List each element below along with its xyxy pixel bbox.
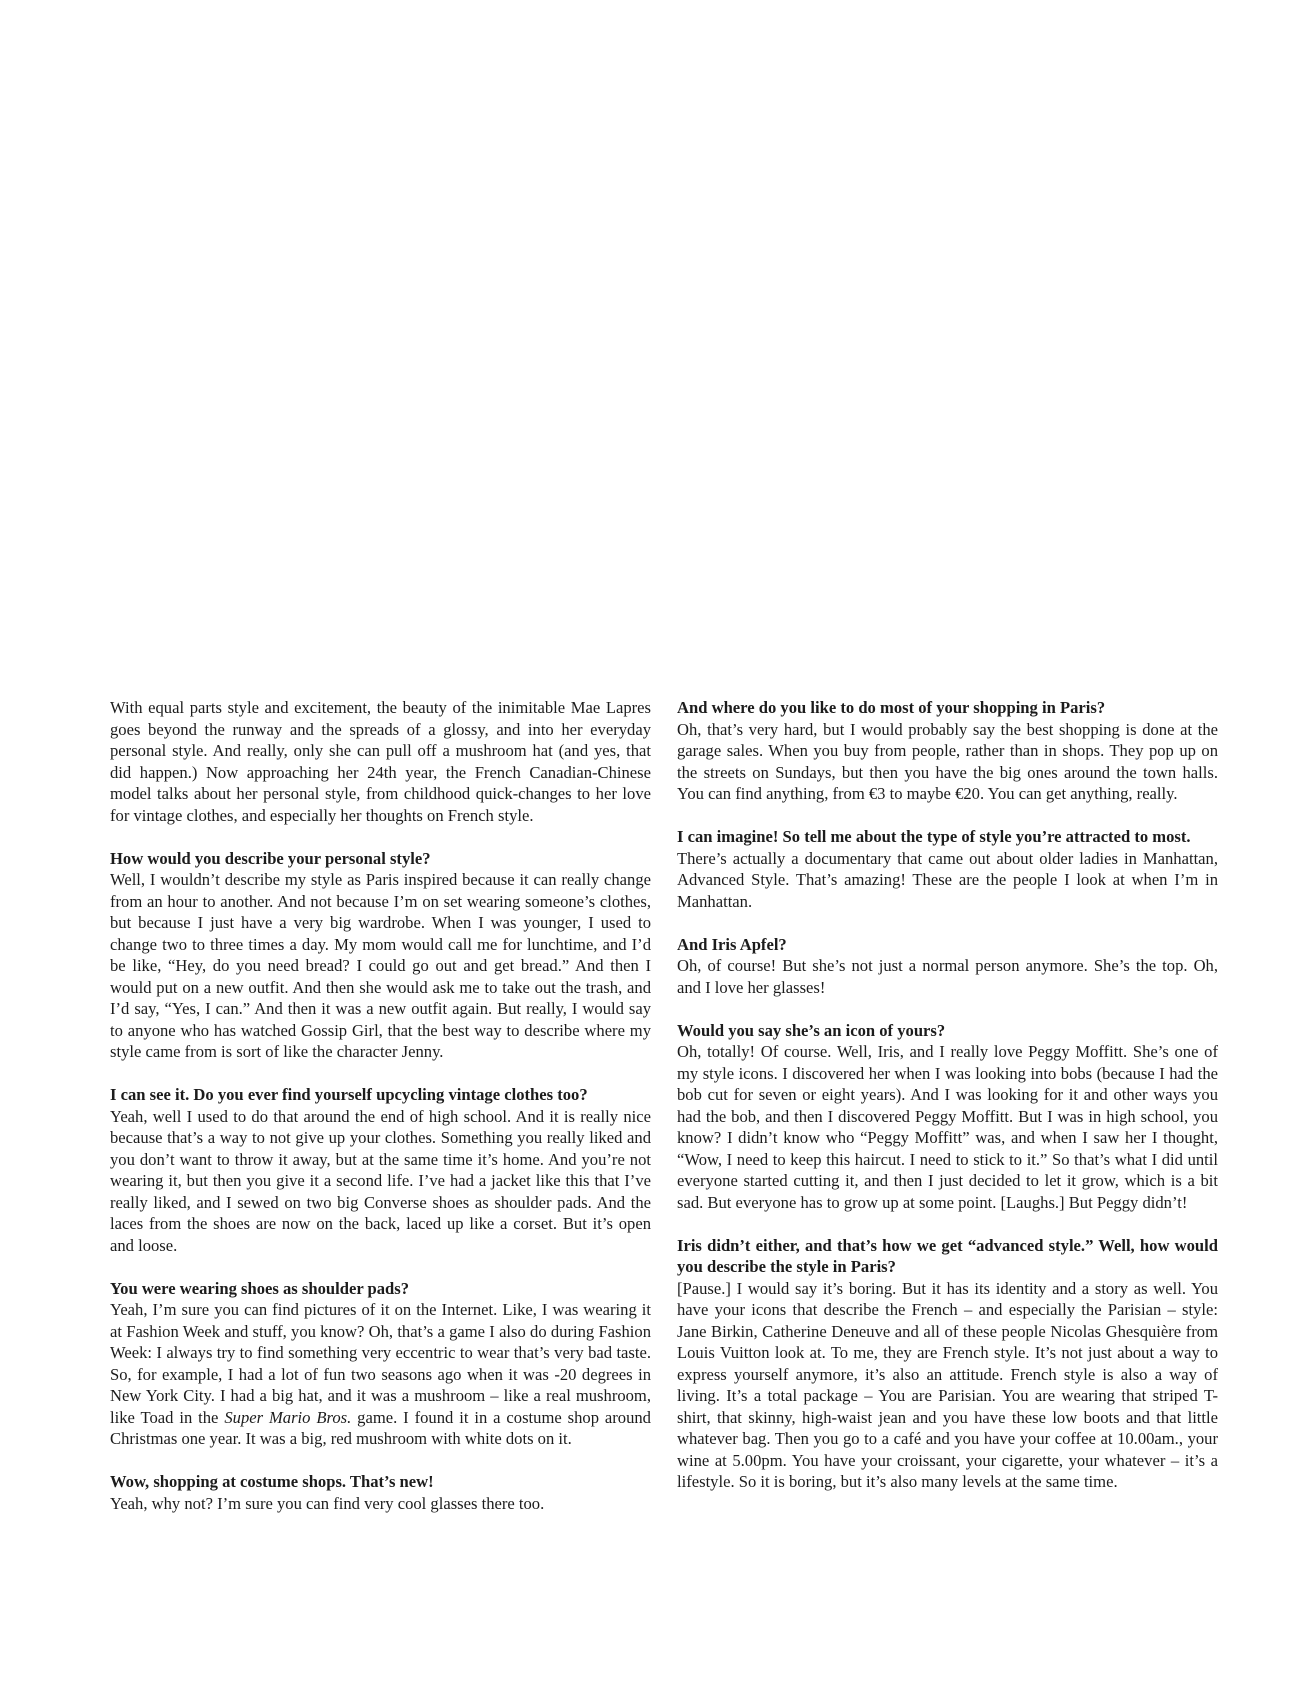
question: Would you say she’s an icon of yours?	[677, 1020, 946, 1040]
answer: There’s actually a documentary that came out about older ladies in Manhattan, Advanced Style. That’s amazing! These are the people I look at when I’m in Manhattan.	[677, 848, 1218, 911]
qa-block	[677, 826, 1218, 912]
answer: Oh, of course! But she’s not just a normal person anymore. She’s the top. Oh, and I love her glasses!	[677, 956, 1218, 997]
qa-block	[677, 1235, 1218, 1493]
answer: Oh, totally! Of course. Well, Iris, and I really love Peggy Moffitt. She’s one of my style icons. I discovered her when I was looking into bobs (because I had the bob cut for seven or eight years). And I was looking for it and other ways you had the bob, and then I discovered Peggy Moffitt. But I was in high school, you know? I didn’t know who “Peggy Moffitt” was, and when I saw her I thought, “Wow, I need to keep this haircut. I need to stick to it.” So that’s what I did until everyone started cutting it, and then I just decided to let it grow, which is a bit sad. But everyone has to grow up at some point. [Laughs.] But Peggy didn’t!	[677, 1042, 1218, 1212]
qa-block	[110, 1084, 651, 1256]
question: I can imagine! So tell me about the type of style you’re attracted to most.	[677, 827, 1191, 846]
answer: [Pause.] I would say it’s boring. But it has its identity and a story as well. You have your icons that describe the French – and especially the Parisian – style: Jane Birkin, Catherine Deneuve and all of these people Nicolas Ghesquière from Louis Vuitton look at. To me, they are French style. It’s not just about a way to express yourself anymore, it’s also an attitude. French style is also a way of living. It’s a total package – You are Parisian. You are wearing that striped T-shirt, that skinny, high-waist jean and you have these low boots and that little whatever bag. Then you go to a café and you have your coffee at 10.00am., your wine at 5.00pm. You have your croissant, your cigarette, your whatever – it’s a lifestyle. So it is boring, but it’s also many levels at the same time.	[677, 1278, 1218, 1491]
qa-block	[677, 1020, 1218, 1214]
qa-block	[677, 697, 1218, 805]
answer: Yeah, well I used to do that around the end of high school. And it is really nice because that’s a way to not give up your clothes. Something you really liked and you don’t want to throw it away, but at the same time it’s home. And you’re not wearing it, but then you give it a second life. I’ve had a jacket like this that I’ve really liked, and I sewed on two big Converse shoes as shoulder pads. And the laces from the shoes are now on the back, laced up like a corset. But it’s open and loose.	[110, 1106, 651, 1255]
question: You were wearing shoes as shoulder pads?	[110, 1278, 410, 1298]
answer: Yeah, why not? I’m sure you can find very cool glasses there too.	[110, 1493, 545, 1513]
qa-block	[110, 1278, 651, 1450]
question: Iris didn’t either, and that’s how we get “advanced style.” Well, how would you describe the style in Paris?	[677, 1235, 1218, 1276]
answer: Oh, that’s very hard, but I would probably say the best shopping is done at the garage sales. When you buy from people, rather than in shops. They pop up on the streets on Sundays, but then you have the big ones around the town halls. You can find anything, from €3 to maybe €20. You can get anything, really.	[677, 719, 1218, 803]
qa-block	[677, 934, 1218, 999]
answer-text: game. I found it in a costume shop around Christmas one year. It was a big, red mushroom with white dots on it.	[110, 1407, 651, 1448]
qa-block	[110, 1471, 651, 1514]
question: And where do you like to do most of your shopping in Paris?	[677, 698, 1106, 717]
right-column	[677, 697, 1218, 1657]
left-column	[110, 697, 651, 1657]
game-title: Super Mario Bros.	[224, 1407, 352, 1427]
question: Wow, shopping at costume shops. That’s new!	[110, 1472, 434, 1491]
question: How would you describe your personal style?	[110, 848, 431, 868]
qa-block	[110, 848, 651, 1063]
answer	[110, 1299, 651, 1450]
intro-paragraph: With equal parts style and excitement, the beauty of the inimitable Mae Lapres goes beyond the runway and the spreads of a glossy, and into her everyday personal style. And really, only she can pull off a mushroom hat (and yes, that did happen.) Now approaching her 24th year, the French Canadian-Chinese model talks about her personal style, from childhood quick-changes to her love for vintage clothes, and especially her thoughts on French style.	[110, 698, 651, 825]
article-body	[110, 697, 1218, 1657]
question: And Iris Apfel?	[677, 934, 787, 954]
answer-text: Yeah, I’m sure you can find pictures of it on the Internet. Like, I was wearing it at Fashion Week and stuff, you know? Oh, that’s a game I also do during Fashion Week: I always try to find something very eccentric to wear that’s very bad taste. So, for example, I had a lot of fun two seasons ago when it was -20 degrees in New York City. I had a big hat, and it was a mushroom – like a real mushroom, like Toad in the	[110, 1300, 651, 1427]
question: I can see it. Do you ever find yourself upcycling vintage clothes too?	[110, 1085, 588, 1104]
answer: Well, I wouldn’t describe my style as Paris inspired because it can really change from an hour to another. And not because I’m on set wearing someone’s clothes, but because I just have a very big wardrobe. When I was younger, I used to change two to three times a day. My mom would call me for lunchtime, and I’d be like, “Hey, do you need bread? I could go out and get bread.” And then I would put on a new outfit. And then she would ask me to take out the trash, and I’d say, “Yes, I can.” And then it was a new outfit again. But really, I would say to anyone who has watched Gossip Girl, that the best way to describe where my style came from is sort of like the character Jenny.	[110, 870, 651, 1061]
